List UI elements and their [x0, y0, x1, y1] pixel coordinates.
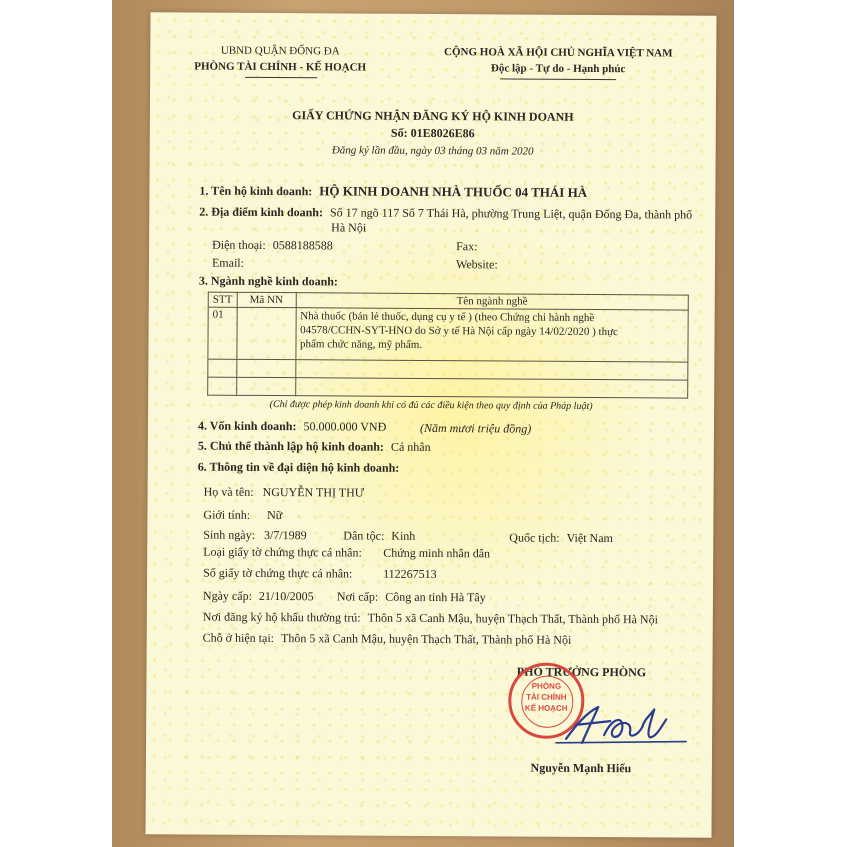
- founder-type-value: Cá nhân: [390, 439, 431, 454]
- founder-type-label: 5. Chủ thể thành lập hộ kinh doanh:: [197, 438, 385, 454]
- rep-residence-row: [203, 610, 658, 628]
- rep-id-type-label: Loại giấy tờ chứng thực cá nhân:: [203, 544, 362, 560]
- column-header-code: Mã NN: [237, 292, 296, 307]
- business-address-line1: Số 17 ngõ 117 Số 7 Thái Hà, phường Trung Liệt, quận Đống Đa, thành phố: [329, 205, 693, 222]
- column-header-trade: Tên ngành nghề: [296, 293, 689, 310]
- trades-note: (Chỉ được phép kinh doanh khi có đủ các điều kiện theo quy định của Pháp luật): [269, 399, 593, 412]
- rep-dob-value: 3/7/1989: [263, 527, 307, 543]
- rep-current-address-label: Chỗ ở hiện tại:: [202, 630, 275, 646]
- registration-date: Đăng ký lần đầu, ngày 03 tháng 03 năm 2020: [331, 144, 534, 158]
- rep-name-row: [204, 485, 365, 501]
- rep-id-type-value: Chứng minh nhân dân: [383, 545, 491, 561]
- business-name-label: 1. Tên hộ kinh doanh:: [199, 183, 313, 199]
- header-country: CỘNG HOÀ XÃ HỘI CHỦ NGHĨA VIỆT NAM: [443, 46, 673, 60]
- rep-dob-row: [203, 528, 306, 544]
- signer-name: Nguyễn Mạnh Hiếu: [530, 760, 632, 776]
- table-row: [208, 307, 688, 362]
- row-trade-name: [295, 308, 688, 362]
- seal-text-bottom: KẾ HOẠCH: [524, 703, 568, 713]
- rep-ethnicity-row: [343, 528, 415, 543]
- header-department: PHÒNG TÀI CHÍNH - KẾ HOẠCH: [194, 60, 367, 74]
- rep-name-value: NGUYỄN THỊ THƯ: [262, 484, 365, 500]
- row-trade-line1: Nhà thuốc (bán lẻ thuốc, dụng cụ y tế ) (theo Chứng chỉ hành nghề: [300, 310, 595, 324]
- handwritten-signature-icon: [546, 695, 696, 756]
- seal-text-top: PHÒNG: [531, 681, 562, 691]
- trades-table: [207, 292, 689, 399]
- business-name-value: HỘ KINH DOANH NHÀ THUỐC 04 THÁI HÀ: [319, 183, 588, 200]
- section-2: [199, 205, 692, 223]
- capital-words: (Năm mươi triệu đồng): [419, 420, 532, 436]
- table-row-empty: [208, 377, 688, 398]
- header-underline-right: [500, 78, 616, 80]
- rep-id-number-value: 112267513: [383, 566, 437, 582]
- header-motto: Độc lập - Tự do - Hạnh phúc: [490, 62, 626, 76]
- rep-issue-place-label: Nơi cấp:: [336, 589, 379, 604]
- rep-gender-value: Nữ: [267, 508, 283, 523]
- section-1: [199, 183, 587, 201]
- trades-label: 3. Ngành nghề kinh doanh:: [198, 273, 338, 289]
- certificate-paper: [145, 12, 716, 837]
- rep-issue-date-label: Ngày cấp:: [202, 588, 252, 603]
- header-underline-left: [245, 77, 317, 78]
- rep-nationality-label: Quốc tịch:: [509, 530, 560, 545]
- certificate-number: Số: 01E8026E86: [390, 125, 475, 141]
- rep-dob-label: Sinh ngày:: [203, 527, 256, 542]
- capital-label: 4. Vốn kinh doanh:: [197, 418, 297, 434]
- row-code: [236, 307, 295, 359]
- phone-value: 0588188588: [272, 238, 333, 253]
- row-trade-line2: 04578/CCHN-SYT-HNO do Sở y tế Hà Nội cấp ngày 14/02/2020 ) thực: [300, 324, 618, 339]
- rep-gender-row: [203, 508, 282, 523]
- rep-issue-place-row: [337, 589, 486, 605]
- capital-value: 50.000.000 VNĐ: [303, 419, 387, 434]
- rep-id-number-label: Số giấy tờ chứng thực cá nhân:: [203, 565, 353, 581]
- representative-label: 6. Thông tin về đại diện hộ kinh doanh:: [197, 459, 400, 475]
- row-stt: 01: [208, 307, 237, 359]
- website-label: Website:: [455, 257, 498, 272]
- rep-issue-date-row: [203, 589, 314, 605]
- rep-issue-place-value: Công an tỉnh Hà Tây: [385, 589, 486, 605]
- rep-gender-label: Giới tính:: [203, 507, 251, 522]
- signer-title: PHÓ TRƯỞNG PHÒNG: [516, 664, 647, 680]
- section-5: [198, 439, 431, 455]
- rep-current-address-value: Thôn 5 xã Canh Mậu, huyện Thạch Thất, Thành phố Hà Nội: [280, 631, 572, 647]
- header-authority: UBND QUẬN ĐỐNG ĐA: [220, 44, 340, 58]
- rep-nationality-value: Việt Nam: [566, 530, 613, 546]
- fax-label: Fax:: [456, 239, 478, 254]
- rep-ethnicity-value: Kinh: [391, 528, 416, 543]
- rep-current-address-row: [203, 631, 572, 648]
- rep-residence-value: Thôn 5 xã Canh Mậu, huyện Thạch Thất, Thành phố Hà Nội: [367, 610, 659, 627]
- row-trade-line3: phẩm chức năng, mỹ phẩm.: [300, 338, 423, 351]
- business-address-label: 2. Địa điểm kinh doanh:: [199, 204, 324, 220]
- column-header-stt: STT: [208, 292, 237, 307]
- rep-name-label: Họ và tên:: [203, 484, 254, 499]
- rep-nationality-row: [509, 530, 613, 546]
- business-address-line2: Hà Nội: [331, 220, 367, 235]
- section-4: [198, 419, 386, 435]
- phone-row: [212, 238, 333, 254]
- phone-label: Điện thoại:: [212, 237, 266, 252]
- rep-issue-date-value: 21/10/2005: [258, 588, 314, 604]
- rep-residence-label: Nơi đăng ký hộ khẩu thường trú:: [202, 609, 361, 625]
- seal-text-middle: TÀI CHÍNH: [526, 692, 567, 702]
- email-label: Email:: [211, 255, 245, 270]
- rep-ethnicity-label: Dân tộc:: [343, 528, 385, 543]
- certificate-title: GIẤY CHỨNG NHẬN ĐĂNG KÝ HỘ KINH DOANH: [292, 108, 574, 124]
